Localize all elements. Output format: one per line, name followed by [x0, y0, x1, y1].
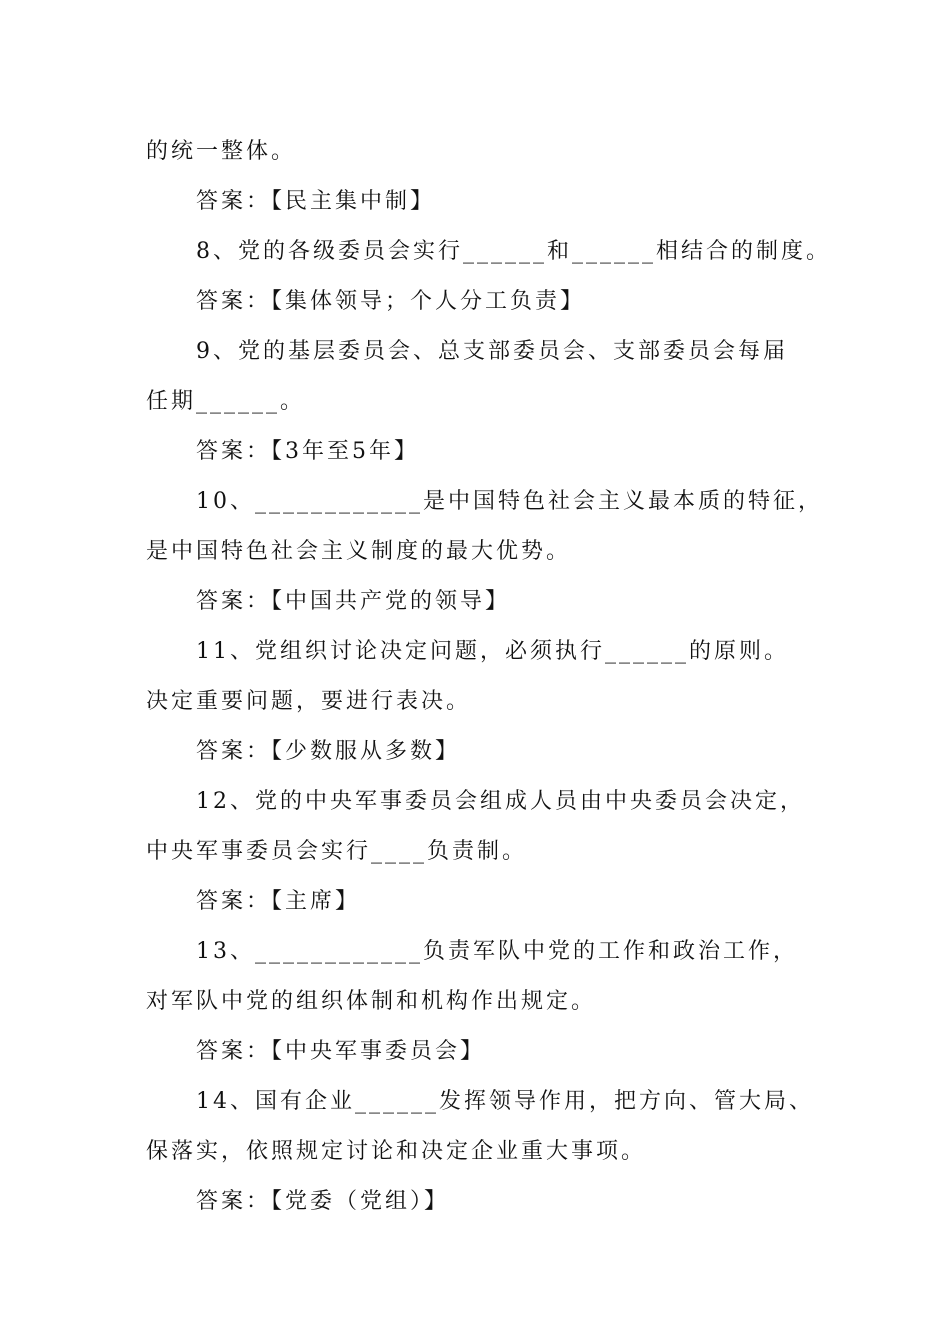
question-11: 11、党组织讨论决定问题，必须执行______的原则。: [196, 639, 789, 664]
answer-line: 答案：【民主集中制】: [196, 189, 436, 214]
answer-line: 答案：【党委（党组）】: [196, 1189, 450, 1214]
text-line: 保落实，依照规定讨论和决定企业重大事项。: [146, 1139, 647, 1164]
text-line: 是中国特色社会主义制度的最大优势。: [146, 539, 572, 564]
question-12: 12、党的中央军事委员会组成人员由中央委员会决定，: [196, 789, 805, 814]
answer-line: 答案：【中央军事委员会】: [196, 1039, 486, 1064]
answer-line: 答案：【少数服从多数】: [196, 739, 461, 764]
question-10: 10、____________是中国特色社会主义最本质的特征，: [196, 489, 823, 514]
text-line: 决定重要问题，要进行表决。: [146, 689, 472, 714]
answer-line: 答案：【主席】: [196, 889, 361, 914]
question-9: 9、党的基层委员会、总支部委员会、支部委员会每届: [196, 339, 788, 364]
answer-line: 答案：【集体领导；个人分工负责】: [196, 289, 586, 314]
answer-line: 答案：【中国共产党的领导】: [196, 589, 511, 614]
text-line: 任期______。: [146, 389, 306, 414]
answer-line: 答案：【3年至5年】: [196, 439, 419, 464]
text-line: 中央军事委员会实行____负责制。: [146, 839, 528, 864]
question-8: 8、党的各级委员会实行______和______相结合的制度。: [196, 239, 831, 264]
text-line: 对军队中党的组织体制和机构作出规定。: [146, 989, 597, 1014]
text-line: 的统一整体。: [146, 139, 297, 164]
question-14: 14、国有企业______发挥领导作用，把方向、管大局、: [196, 1089, 814, 1114]
question-13: 13、____________负责军队中党的工作和政治工作，: [196, 939, 798, 964]
